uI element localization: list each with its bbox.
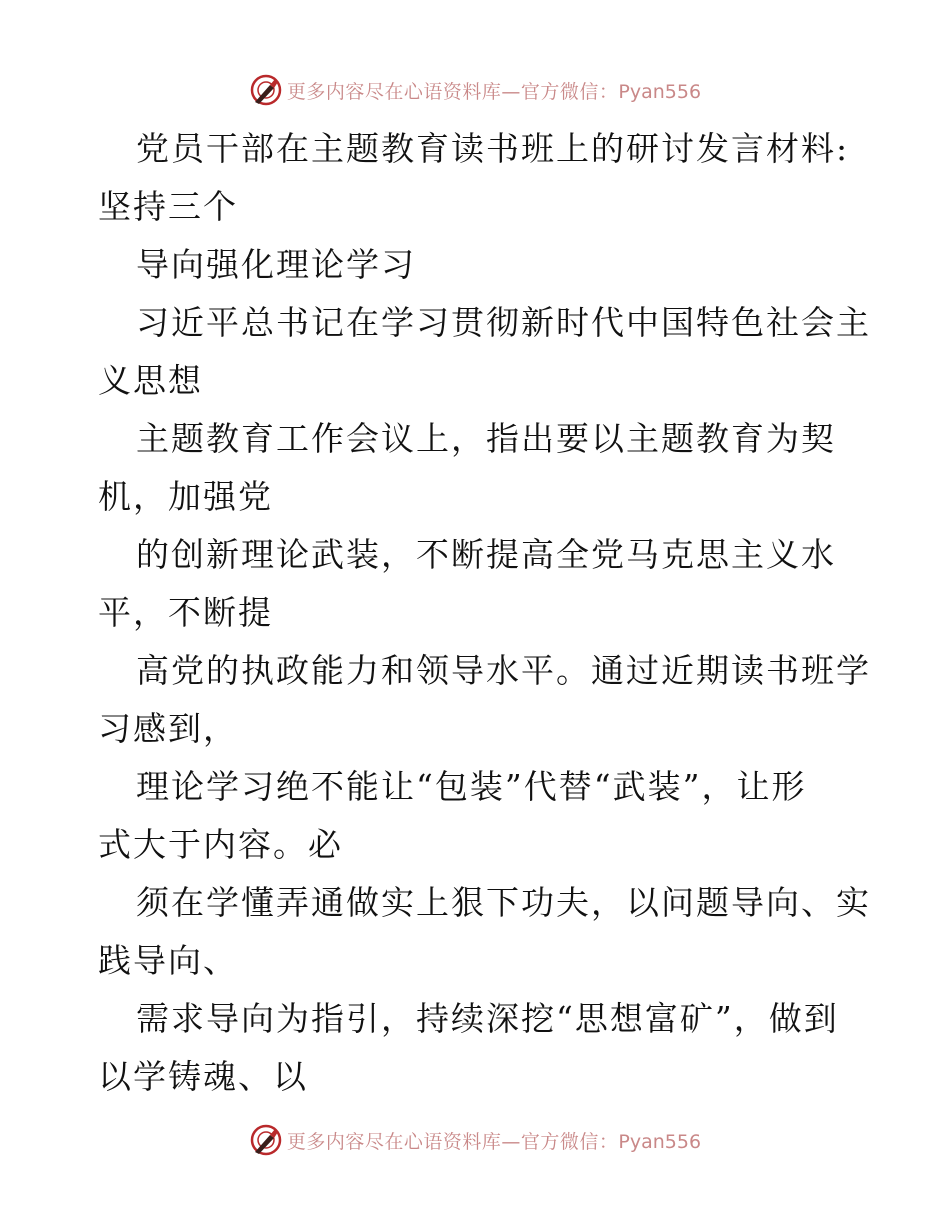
paragraph-line: 导向强化理论学习 [136, 245, 416, 284]
paragraph-line: 需求导向为指引，持续深挖“思想富矿”，做到 以学铸魂、以 [98, 999, 839, 1096]
paragraph-line: 习近平总书记在学习贯彻新时代中国特色社会主 义思想 [98, 303, 871, 400]
pen-logo-icon [249, 73, 283, 107]
pen-logo-icon [249, 1123, 283, 1157]
paragraph-line: 主题教育工作会议上，指出要以主题教育为契 机，加强党 [98, 419, 836, 516]
header-watermark [0, 68, 950, 112]
footer-watermark [0, 1118, 950, 1162]
paragraph-line: 的创新理论武装，不断提高全党马克思主义水 平，不断提 [98, 535, 836, 632]
document-body [98, 120, 871, 1106]
paragraph-line: 理论学习绝不能让“包装”代替“武装”，让形 式大于内容。必 [98, 767, 807, 864]
paragraph-line: 高党的执政能力和领导水平。通过近期读书班学 习感到， [98, 651, 871, 748]
watermark-text: 更多内容尽在心语资料库—官方微信：Pyan556 [286, 1130, 702, 1153]
paragraph-line: 党员干部在主题教育读书班上的研讨发言材料: 坚持三个 [98, 129, 850, 226]
paragraph-line: 须在学懂弄通做实上狠下功夫，以问题导向、实 践导向、 [98, 883, 871, 980]
watermark-text: 更多内容尽在心语资料库—官方微信：Pyan556 [286, 80, 702, 103]
